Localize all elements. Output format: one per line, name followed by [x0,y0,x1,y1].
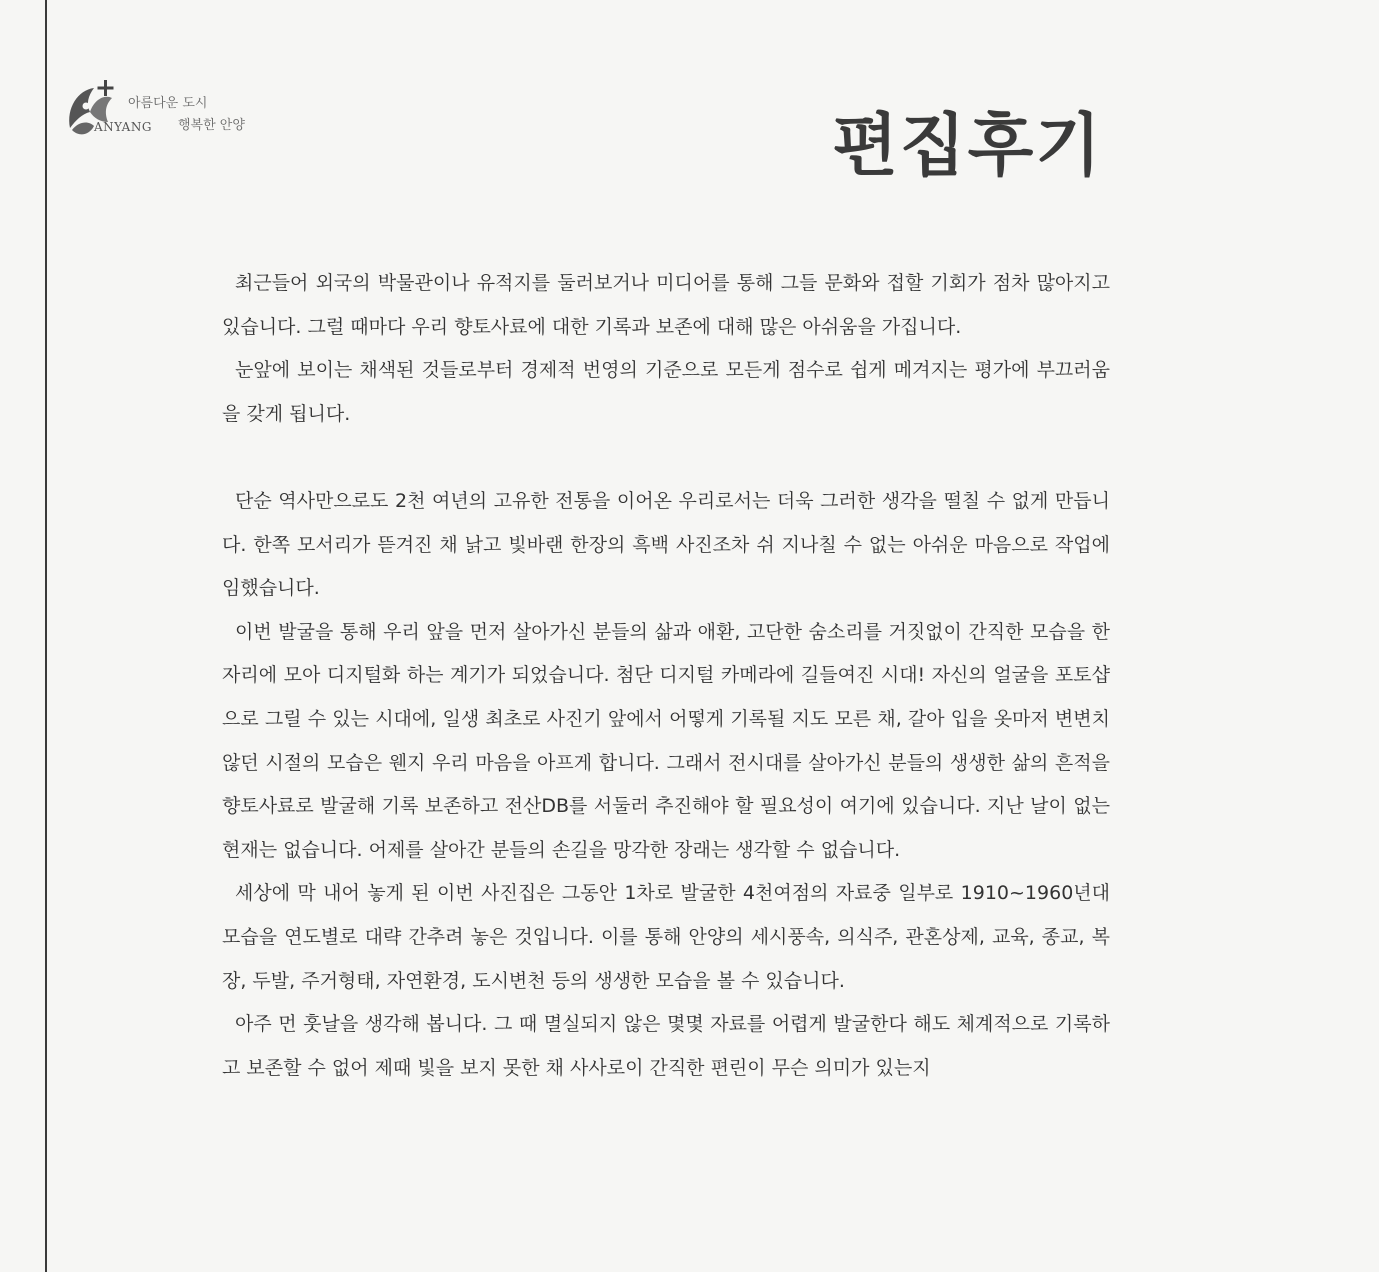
paragraph: 최근들어 외국의 박물관이나 유적지를 둘러보거나 미디어를 통해 그들 문화와 접할 기회가 점차 많아지고 있습니다. 그럴 때마다 우리 향토사료에 대한 기록과 보존에 대해 많은 아쉬움을 가집니다. [222,272,1110,338]
margin-rule [45,0,47,1272]
body-text [222,262,1110,1090]
paragraph: 단순 역사만으로도 2천 여년의 고유한 전통을 이어온 우리로서는 더욱 그러한 생각을 떨칠 수 없게 만듭니다. 한쪽 모서리가 뜯겨진 채 낡고 빛바랜 한장의 흑백 사진조차 쉬 지나칠 수 없는 아쉬운 마음으로 작업에 임했습니다. [222,489,1110,600]
anyang-logo [64,78,284,148]
paragraph-spacer [222,436,1110,480]
paragraph: 이번 발굴을 통해 우리 앞을 먼저 살아가신 분들의 삶과 애환, 고단한 숨소리를 거짓없이 간직한 모습을 한 자리에 모아 디지털화 하는 계기가 되었습니다. 첨단 디지털 카메라에 길들여진 시대! 자신의 얼굴을 포토샵으로 그릴 수 있는 시대에, 일생 최초로 사진기 앞에서 어떻게 기록될 지도 모른 채, 갈아 입을 옷마저 변변치 않던 시절의 모습은 웬지 우리 마음을 아프게 합니다. 그래서 전시대를 살아가신 분들의 생생한 삶의 흔적을 향토사료로 발굴해 기록 보존하고 전산DB를 서둘러 추진해야 할 필요성이 여기에 있습니다. 지난 날이 없는 현재는 없습니다. 어제를 살아간 분들의 손길을 망각한 장래는 생각할 수 없습니다. [222,620,1110,861]
logo-slogan-line2: 행복한 안양 [178,118,245,133]
paragraph: 아주 먼 훗날을 생각해 봅니다. 그 때 멸실되지 않은 몇몇 자료를 어렵게 발굴한다 해도 체계적으로 기록하고 보존할 수 없어 제때 빛을 보지 못한 채 사사로이 간직한 편린이 무슨 의미가 있는지 [222,1013,1110,1079]
paragraph: 눈앞에 보이는 채색된 것들로부터 경제적 번영의 기준으로 모든게 점수로 쉽게 메겨지는 평가에 부끄러움을 갖게 됩니다. [222,359,1110,425]
page-title: 편집후기 [832,106,1103,186]
logo-brand-text: ANYANG [94,120,152,134]
logo-slogan-line1: 아름다운 도시 [128,96,208,111]
paragraph: 세상에 막 내어 놓게 된 이번 사진집은 그동안 1차로 발굴한 4천여점의 자료중 일부로 1910~1960년대 모습을 연도별로 대략 간추려 놓은 것입니다. 이를 통해 안양의 세시풍속, 의식주, 관혼상제, 교육, 종교, 복장, 두발, 주거형태, 자연환경, 도시변천 등의 생생한 모습을 볼 수 있습니다. [222,882,1110,992]
